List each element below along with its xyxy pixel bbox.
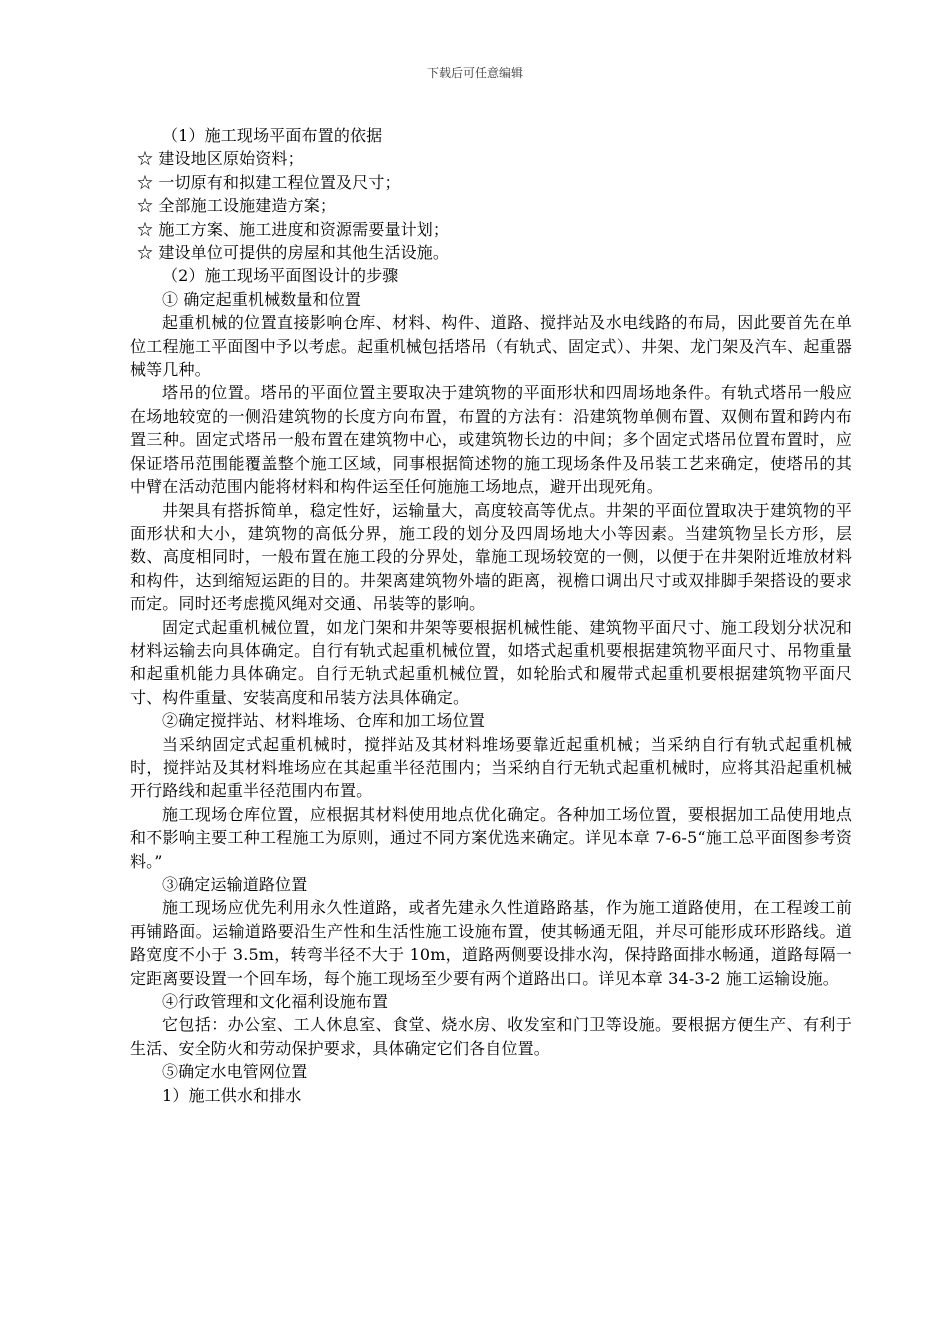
page-header: 下载后可任意编辑	[426, 66, 523, 80]
list-item: ☆ 全部施工设施建造方案；	[137, 196, 337, 216]
list-item: ☆ 建设地区原始资料；	[137, 149, 304, 169]
body-paragraph: 塔吊的位置。塔吊的平面位置主要取决于建筑物的平面形状和四周场地条件。有轨式塔吊一般应在场地较宽的一侧沿建筑物的长度方向布置，布置的方法有：沿建筑物单侧布置、双侧布置和跨内布置三种。固定式塔吊一般布置在建筑物中心，或建筑物长边的中间；多个固定式塔吊位置布置时，应保证塔吊范围能覆盖整个施工区域，同事根据简述物的施工现场条件及吊装工艺来确定，使塔吊的其中臂在活动范围内能将材料和构件运至任何施施工场地点，避开出现死角。	[130, 383, 852, 497]
list-item: ☆ 一切原有和拟建工程位置及尺寸；	[137, 172, 401, 192]
subsection-heading: 1）施工供水和排水	[162, 1085, 302, 1105]
subsection-heading: ① 确定起重机械数量和位置	[162, 289, 362, 309]
body-paragraph: 起重机械的位置直接影响仓库、材料、构件、道路、搅拌站及水电线路的布局，因此要首先在单位工程施工平面图中予以考虑。起重机械包括塔吊（有轨式、固定式）、井架、龙门架及汽车、起重器械等几种。	[130, 313, 852, 380]
body-paragraph: 当采纳固定式起重机械时，搅拌站及其材料堆场要靠近起重机械；当采纳自行有轨式起重机械时，搅拌站及其材料堆场应在其起重半径范围内；当采纳自行无轨式起重机械时，应将其沿起重机械开行路线和起重半径范围内布置。	[130, 734, 852, 801]
section-heading: （2）施工现场平面图设计的步骤	[162, 266, 399, 286]
subsection-heading: ④行政管理和文化福利设施布置	[162, 992, 389, 1012]
body-paragraph: 它包括：办公室、工人休息室、食堂、烧水房、收发室和门卫等设施。要根据方便生产、有利于生活、安全防火和劳动保护要求，具体确定它们各自位置。	[130, 1015, 852, 1058]
list-item: ☆ 建设单位可提供的房屋和其他生活设施。	[137, 243, 450, 263]
subsection-heading: ②确定搅拌站、材料堆场、仓库和加工场位置	[162, 711, 486, 731]
body-paragraph: 井架具有搭拆简单，稳定性好，运输量大，高度较高等优点。井架的平面位置取决于建筑物的平面形状和大小，建筑物的高低分界，施工段的划分及四周场地大小等因素。当建筑物呈长方形，层数、高度相同时，一般布置在施工段的分界处，靠施工现场较宽的一侧，以便于在井架附近堆放材料和构件，达到缩短运距的目的。井架离建筑物外墙的距离，视檐口调出尺寸或双排脚手架搭设的要求而定。同时还考虑揽风绳对交通、吊装等的影响。	[130, 500, 852, 614]
section-heading: （1）施工现场平面布置的依据	[162, 126, 383, 145]
subsection-heading: ③确定运输道路位置	[162, 875, 308, 894]
body-paragraph: 施工现场应优先利用永久性道路，或者先建永久性道路路基，作为施工道路使用，在工程竣工前再铺路面。运输道路要沿生产性和生活性施工设施布置，使其畅通无阻，并尽可能形成环形路线。道路宽度不小于 3.5m，转弯半径不大于 10m，道路两侧要设排水沟，保持路面排水畅通，道路每隔一定距离要设置一个回车场，每个施工现场至少要有两个道路出口。详见本章 34-3-2 施工运输设施。	[130, 898, 852, 988]
subsection-heading: ⑤确定水电管网位置	[162, 1062, 308, 1082]
list-item: ☆ 施工方案、施工进度和资源需要量计划；	[137, 219, 450, 239]
body-paragraph: 施工现场仓库位置，应根据其材料使用地点优化确定。各种加工场位置，要根据加工品使用地点和不影响主要工种工程施工为原则，通过不同方案优选来确定。详见本章 7-6-5“施工总平面图参考资料。”	[130, 804, 852, 871]
document-body	[130, 124, 852, 1107]
body-paragraph: 固定式起重机械位置，如龙门架和井架等要根据机械性能、建筑物平面尺寸、施工段划分状况和材料运输去向具体确定。自行有轨式起重机械位置，如塔式起重机要根据建筑物平面尺寸、吊物重量和起重机能力具体确定。自行无轨式起重机械位置，如轮胎式和履带式起重机要根据建筑物平面尺寸、构件重量、安装高度和吊装方法具体确定。	[130, 617, 852, 707]
